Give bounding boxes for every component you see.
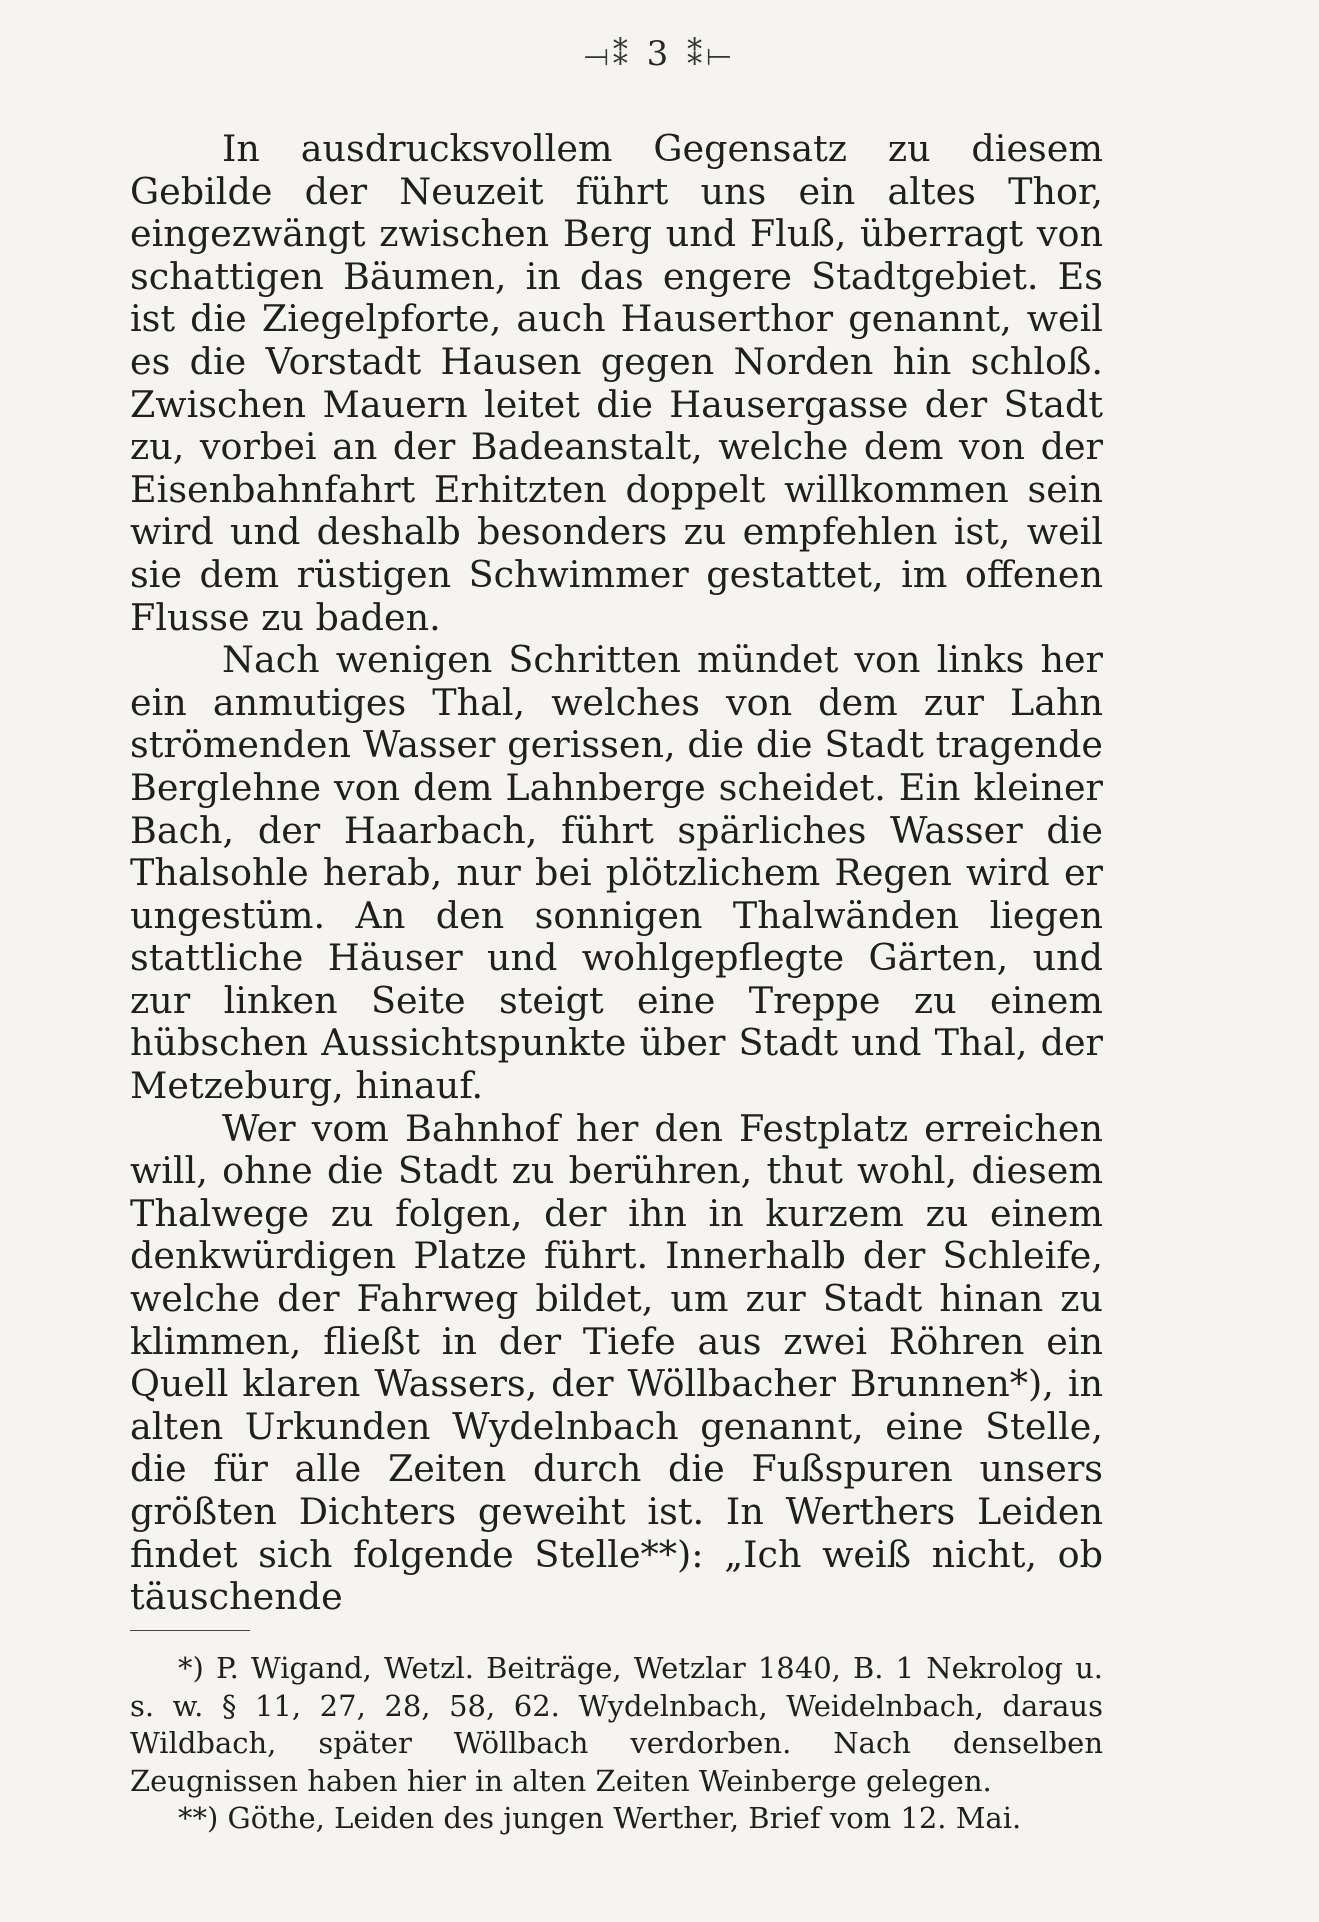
page-number: 3 (646, 34, 673, 74)
footnote-2: **) Göthe, Leiden des jungen Werther, Brief vom 12. Mai. (178, 1801, 1022, 1835)
footnotes (130, 1650, 1103, 1838)
footnote-1: *) P. Wigand, Wetzl. Beiträge, Wetzlar 1840, B. 1 Nekrolog u. s. w. § 11, 27, 28, 58, 62. Wydelnbach, Weidelnbach, daraus Wildbach, später Wöllbach verdorben. Nach denselben Zeugnissen haben hier in alten Zeiten Weinberge gelegen. (130, 1651, 1103, 1798)
ornament-left-icon: ⟞⁑ (583, 38, 632, 73)
ornament-right-icon: ⁑⟝ (687, 38, 736, 73)
footnote-divider (130, 1630, 250, 1631)
paragraph-1: In ausdrucksvollem Gegensatz zu diesem Gebilde der Neuzeit führt uns ein altes Thor, eingezwängt zwischen Berg und Fluß, überragt von schattigen Bäumen, in das engere Stadtgebiet. Es ist die Ziegelpforte, auch Hauserthor genannt, weil es die Vorstadt Hausen gegen Norden hin schloß. Zwischen Mauern leitet die Hausergasse der Stadt zu, vorbei an der Badeanstalt, welche dem von der Eisenbahnfahrt Erhitzten doppelt willkommen sein wird und deshalb besonders zu empfehlen ist, weil sie dem rüstigen Schwimmer gestattet, im offenen Flusse zu baden. (130, 127, 1103, 639)
page-header (0, 34, 1319, 74)
main-text (130, 128, 1103, 1619)
paragraph-2: Nach wenigen Schritten mündet von links her ein anmutiges Thal, welches von dem zur Lahn strömenden Wasser gerissen, die die Stadt tragende Berglehne von dem Lahnberge scheidet. Ein kleiner Bach, der Haarbach, führt spärliches Wasser die Thalsohle herab, nur bei plötzlichem Regen wird er ungestüm. An den sonnigen Thalwänden liegen stattliche Häuser und wohlgepflegte Gärten, und zur linken Seite steigt eine Treppe zu einem hübschen Aussichtspunkte über Stadt und Thal, der Metzeburg, hinauf. (130, 638, 1103, 1108)
paragraph-3: Wer vom Bahnhof her den Festplatz erreichen will, ohne die Stadt zu berühren, thut wohl, diesem Thalwege zu folgen, der ihn in kurzem zu einem denkwürdigen Platze führt. Innerhalb der Schleife, welche der Fahrweg bildet, um zur Stadt hinan zu klimmen, fließt in der Tiefe aus zwei Röhren ein Quell klaren Wassers, der Wöllbacher Brunnen*), in alten Urkunden Wydelnbach genannt, eine Stelle, die für alle Zeiten durch die Fußspuren unsers größten Dichters geweiht ist. In Werthers Leiden findet sich folgende Stelle**): „Ich weiß nicht, ob täuschende (130, 1106, 1103, 1619)
